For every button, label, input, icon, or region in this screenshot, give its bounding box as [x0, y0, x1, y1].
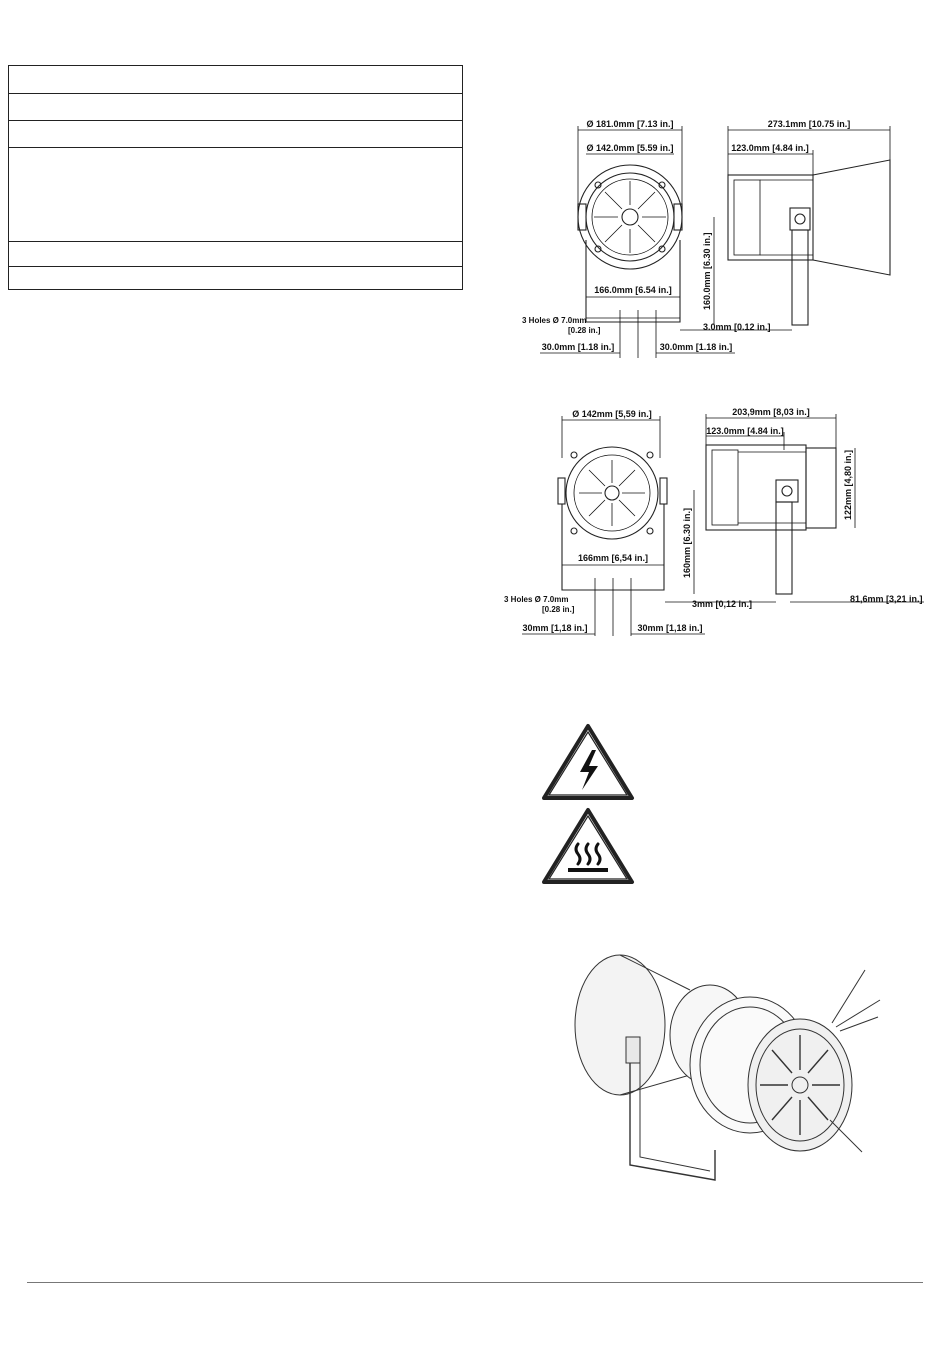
dimension-drawing-flashlight: [500, 398, 930, 648]
dim-holes: 3 Holes Ø 7.0mm: [522, 316, 587, 325]
table-row: [9, 242, 462, 267]
dim-diameter-side: 122mm [4,80 in.]: [843, 449, 853, 520]
table-row: [9, 121, 462, 148]
dim-thickness: 3.0mm [0.12 in.]: [703, 322, 771, 332]
electrical-hazard-icon: [540, 722, 636, 802]
dim-bracket-width: 166.0mm [6.54 in.]: [594, 285, 672, 295]
table-row: [9, 148, 462, 242]
dim-spacing-right-2: 30mm [1,18 in.]: [637, 623, 703, 633]
dim-thickness-2: 3mm [0,12 in.]: [692, 599, 753, 609]
dim-inner-diameter-2: Ø 142mm [5,59 in.]: [572, 409, 652, 419]
dim-holes-in-2: [0.28 in.]: [542, 605, 575, 614]
table-row: [9, 94, 462, 121]
dim-holes-2: 3 Holes Ø 7.0mm: [504, 595, 569, 604]
table-row: [9, 267, 462, 291]
table-row: [9, 66, 462, 94]
dim-height-2: 160mm [6.30 in.]: [682, 507, 692, 578]
exploded-view-illustration: [560, 945, 890, 1185]
hot-surface-icon: [540, 806, 636, 886]
dim-inner-diameter: Ø 142.0mm [5.59 in.]: [586, 143, 674, 153]
spec-table: [8, 65, 463, 290]
side-view: [680, 119, 890, 332]
side-view-2: [665, 407, 924, 609]
dim-spacing-left: 30.0mm [1.18 in.]: [541, 342, 615, 352]
footer-divider: [27, 1282, 923, 1283]
dim-bracket-width-2: 166mm [6,54 in.]: [577, 553, 649, 563]
dim-height: 160.0mm [6.30 in.]: [702, 232, 712, 310]
dim-body-length: 123.0mm [4.84 in.]: [731, 143, 809, 153]
dim-spacing-left-2: 30mm [1,18 in.]: [522, 623, 588, 633]
dim-spacing-right: 30.0mm [1.18 in.]: [659, 342, 733, 352]
dim-total-length: 273.1mm [10.75 in.]: [767, 119, 851, 129]
dimension-drawing-horn: [520, 110, 900, 370]
dim-total-length-2: 203,9mm [8,03 in.]: [732, 407, 810, 417]
dim-depth: 81,6mm [3,21 in.]: [850, 594, 923, 604]
dim-outer-diameter: Ø 181.0mm [7.13 in.]: [586, 119, 674, 129]
dim-holes-in: [0.28 in.]: [568, 326, 601, 335]
dim-body-length-2: 123.0mm [4.84 in.]: [706, 426, 784, 436]
